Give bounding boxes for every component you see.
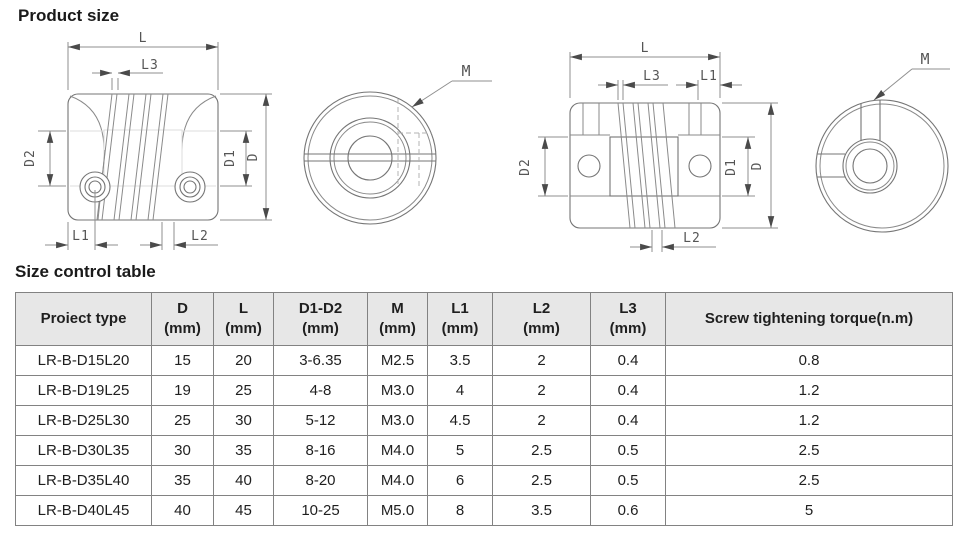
cell-l: 20	[214, 346, 274, 376]
cell-d1-d2: 3-6.35	[274, 346, 368, 376]
cell-d: 40	[152, 496, 214, 526]
table-row	[16, 346, 953, 376]
cell-project-type: LR-B-D19L25	[16, 376, 152, 406]
col-header-d1-d2: D1-D2 (mm)	[274, 293, 368, 346]
cell-l3: 0.4	[591, 346, 666, 376]
side-view-setscrew	[23, 31, 272, 250]
cell-d1-d2: 10-25	[274, 496, 368, 526]
cell-l: 40	[214, 466, 274, 496]
table-row	[16, 496, 953, 526]
table-title: Size control table	[15, 262, 156, 281]
table-header-row	[16, 293, 953, 346]
dim-label-L2: L2	[191, 229, 209, 244]
cell-l3: 0.6	[591, 496, 666, 526]
cell-project-type: LR-B-D25L30	[16, 406, 152, 436]
cell-torque: 5	[666, 496, 953, 526]
cell-l1: 5	[428, 436, 493, 466]
dim-label-D: D	[246, 152, 261, 162]
cell-d1-d2: 8-20	[274, 466, 368, 496]
cell-l1: 4.5	[428, 406, 493, 436]
cell-l: 45	[214, 496, 274, 526]
size-control-table	[15, 292, 953, 526]
dim-label-D1: D1	[724, 158, 739, 176]
col-header-torque: Screw tightening torque(n.m)	[666, 293, 953, 346]
dim-label-L3: L3	[643, 69, 661, 84]
cell-project-type: LR-B-D15L20	[16, 346, 152, 376]
dim-label-L: L	[640, 41, 650, 56]
cell-m: M3.0	[368, 376, 428, 406]
cell-l3: 0.4	[591, 406, 666, 436]
cell-l: 35	[214, 436, 274, 466]
dim-label-L1: L1	[72, 229, 90, 244]
cell-l: 30	[214, 406, 274, 436]
cell-project-type: LR-B-D30L35	[16, 436, 152, 466]
cell-d: 15	[152, 346, 214, 376]
cell-torque: 1.2	[666, 376, 953, 406]
cell-l: 25	[214, 376, 274, 406]
cell-project-type: LR-B-D40L45	[16, 496, 152, 526]
cell-l3: 0.5	[591, 466, 666, 496]
cell-m: M4.0	[368, 436, 428, 466]
cell-project-type: LR-B-D35L40	[16, 466, 152, 496]
dim-label-D2: D2	[23, 149, 38, 167]
cell-l2: 2	[493, 376, 591, 406]
cell-m: M4.0	[368, 466, 428, 496]
front-view-setscrew	[304, 62, 492, 224]
cell-d: 25	[152, 406, 214, 436]
dim-label-L1: L1	[700, 69, 718, 84]
dim-label-L3: L3	[141, 58, 159, 73]
col-header-project-type: Proiect type	[16, 293, 152, 346]
dim-label-M: M	[461, 62, 471, 80]
cell-l2: 2.5	[493, 436, 591, 466]
dim-label-D: D	[750, 161, 765, 171]
front-view-clamp	[816, 50, 950, 232]
cell-m: M3.0	[368, 406, 428, 436]
cell-d1-d2: 5-12	[274, 406, 368, 436]
cell-l2: 2	[493, 346, 591, 376]
dim-label-L2: L2	[683, 231, 701, 246]
cell-l1: 4	[428, 376, 493, 406]
page-title: Product size	[18, 6, 120, 25]
cell-l1: 6	[428, 466, 493, 496]
side-view-clamp	[518, 41, 778, 252]
col-header-l: L (mm)	[214, 293, 274, 346]
cell-torque: 0.8	[666, 346, 953, 376]
table-row	[16, 406, 953, 436]
col-header-l3: L3 (mm)	[591, 293, 666, 346]
cell-torque: 1.2	[666, 406, 953, 436]
col-header-d: D (mm)	[152, 293, 214, 346]
dim-label-L: L	[138, 31, 148, 46]
cell-torque: 2.5	[666, 466, 953, 496]
col-header-l1: L1 (mm)	[428, 293, 493, 346]
cell-l3: 0.5	[591, 436, 666, 466]
dim-label-D2: D2	[518, 158, 533, 176]
dim-label-D1: D1	[223, 149, 238, 167]
cell-torque: 2.5	[666, 436, 953, 466]
col-header-m: M (mm)	[368, 293, 428, 346]
cell-l2: 2	[493, 406, 591, 436]
cell-m: M5.0	[368, 496, 428, 526]
cell-l2: 3.5	[493, 496, 591, 526]
cell-d: 30	[152, 436, 214, 466]
cell-d: 19	[152, 376, 214, 406]
table-row	[16, 376, 953, 406]
table-row	[16, 436, 953, 466]
cell-m: M2.5	[368, 346, 428, 376]
cell-l3: 0.4	[591, 376, 666, 406]
cell-d: 35	[152, 466, 214, 496]
cell-d1-d2: 4-8	[274, 376, 368, 406]
dim-label-M: M	[920, 50, 930, 68]
cell-l1: 8	[428, 496, 493, 526]
table-row	[16, 466, 953, 496]
product-drawing	[0, 0, 967, 262]
cell-l2: 2.5	[493, 466, 591, 496]
col-header-l2: L2 (mm)	[493, 293, 591, 346]
cell-d1-d2: 8-16	[274, 436, 368, 466]
cell-l1: 3.5	[428, 346, 493, 376]
